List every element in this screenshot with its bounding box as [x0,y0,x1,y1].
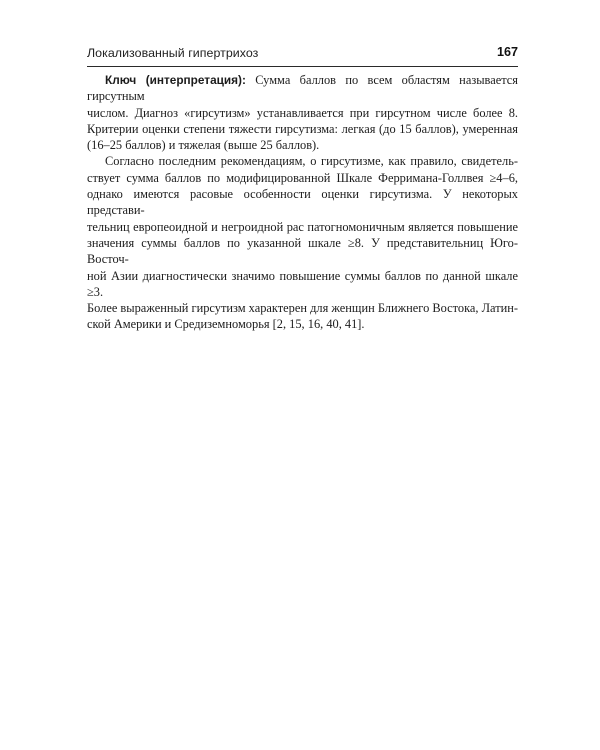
interpretation-key-lead-in: Ключ (интерпретация): [105,73,246,87]
paragraph-line: Критерии оценки степени тяжести гирсутизма: легкая (до 15 баллов), умеренная [87,121,518,136]
paragraph-line: Согласно последним рекомендациям, о гирсутизме, как правило, свидетель- [105,154,518,169]
paragraph-interpretation-key [87,72,518,153]
paragraph-line-text: Сумма баллов по всем областям называется гирсутным [87,73,518,104]
page-number: 167 [496,45,518,59]
paragraph-line: однако имеются расовые особенности оценки гирсутизма. У некоторых представи- [87,187,518,218]
paragraph-line [87,72,518,105]
paragraph-line: тельниц европеоидной и негроидной рас патогномоничным является повышение [87,219,518,234]
paragraph-line: Более выраженный гирсутизм характерен для женщин Ближнего Востока, Латин- [87,301,518,316]
paragraph-line: ной Азии диагностически значимо повышение суммы баллов по данной шкале ≥3. [87,268,518,299]
paragraph-line: числом. Диагноз «гирсутизм» устанавливается при гирсутном числе более 8. [87,105,518,120]
paragraph-line: ской Америки и Средиземноморья [2, 15, 16, 40, 41]. [87,317,365,332]
paragraph-line: (16–25 баллов) и тяжелая (выше 25 баллов). [87,138,320,153]
body-text [87,72,518,333]
paragraph-line: ствует сумма баллов по модифицированной Шкале Ферримана-Голлвея ≥4–6, [87,170,518,185]
running-title: Локализованный гипертрихоз [87,46,259,60]
running-header [87,44,518,67]
paragraph-recommendations [87,153,518,332]
paragraph-line: значения суммы баллов по указанной шкале ≥8. У представительниц Юго-Восточ- [87,235,518,267]
